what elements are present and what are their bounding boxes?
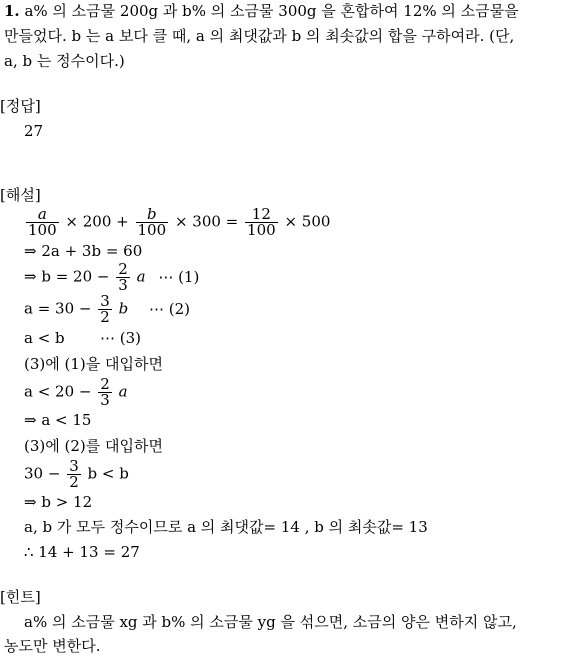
problem — [4, 4, 519, 19]
substitution-2: (3)에 (2)를 대입하면 — [24, 437, 163, 455]
fraction: $\frac{a}{100}$ — [28, 205, 57, 239]
conclusion: a, b 가 모두 정수이므로 a 의 최댓값= 14 , b 의 최솟값= 13 — [24, 518, 428, 536]
fraction: $\frac{2}{3}$ — [118, 260, 128, 294]
problem-line-1: a% 의 소금물 200g 과 b% 의 소금물 300g 을 혼합하여 12% 의 소금물을 — [24, 2, 519, 20]
equation-2: ⇒ 2a + 3b = 60 — [24, 242, 143, 260]
equation-1: $\frac{a}{100}$ × 200 + $\frac{b}{100}$ × 300 = $\frac{12}{100}$ × 500 — [28, 205, 331, 239]
problem-line-3: a, b 는 정수이다.) — [4, 52, 125, 70]
substitution-1: (3)에 (1)을 대입하면 — [24, 355, 163, 373]
final-answer: ∴ 14 + 13 = 27 — [24, 543, 140, 561]
answer-value: 27 — [24, 122, 44, 140]
equation-9: ⇒ b > 12 — [24, 493, 93, 511]
fraction: $\frac{12}{100}$ — [247, 205, 276, 239]
equation-5: a < b ⋯ (3) — [24, 329, 142, 347]
hint-line-1: a% 의 소금물 xg 과 b% 의 소금물 yg 을 섞으면, 소금의 양은 변하지 않고, — [24, 613, 517, 631]
hint-line-2: 농도만 변한다. — [4, 637, 101, 655]
fraction: $\frac{b}{100}$ — [137, 205, 167, 239]
equation-4: a = 30 − $\frac{3}{2}$ b ⋯ (2) — [24, 292, 190, 326]
equation-7: ⇒ a < 15 — [24, 411, 92, 429]
equation-8: 30 − $\frac{3}{2}$ b < b — [24, 457, 129, 491]
problem-line-2: 만들었다. b 는 a 보다 클 때, a 의 최댓값과 b 의 최솟값의 합을 구하여라. (단, — [4, 27, 515, 45]
equation-6: a < 20 − $\frac{2}{3}$ a — [24, 375, 128, 409]
problem-number: 1. — [4, 2, 20, 20]
fraction: $\frac{2}{3}$ — [100, 375, 110, 409]
hint-header: [힌트] — [0, 588, 41, 606]
equation-3: ⇒ b = 20 − $\frac{2}{3}$ a ⋯ (1) — [24, 260, 200, 294]
answer-header: [정답] — [0, 97, 41, 115]
fraction: $\frac{3}{2}$ — [69, 457, 79, 491]
solution-header: [해설] — [0, 186, 41, 204]
fraction: $\frac{3}{2}$ — [100, 292, 110, 326]
